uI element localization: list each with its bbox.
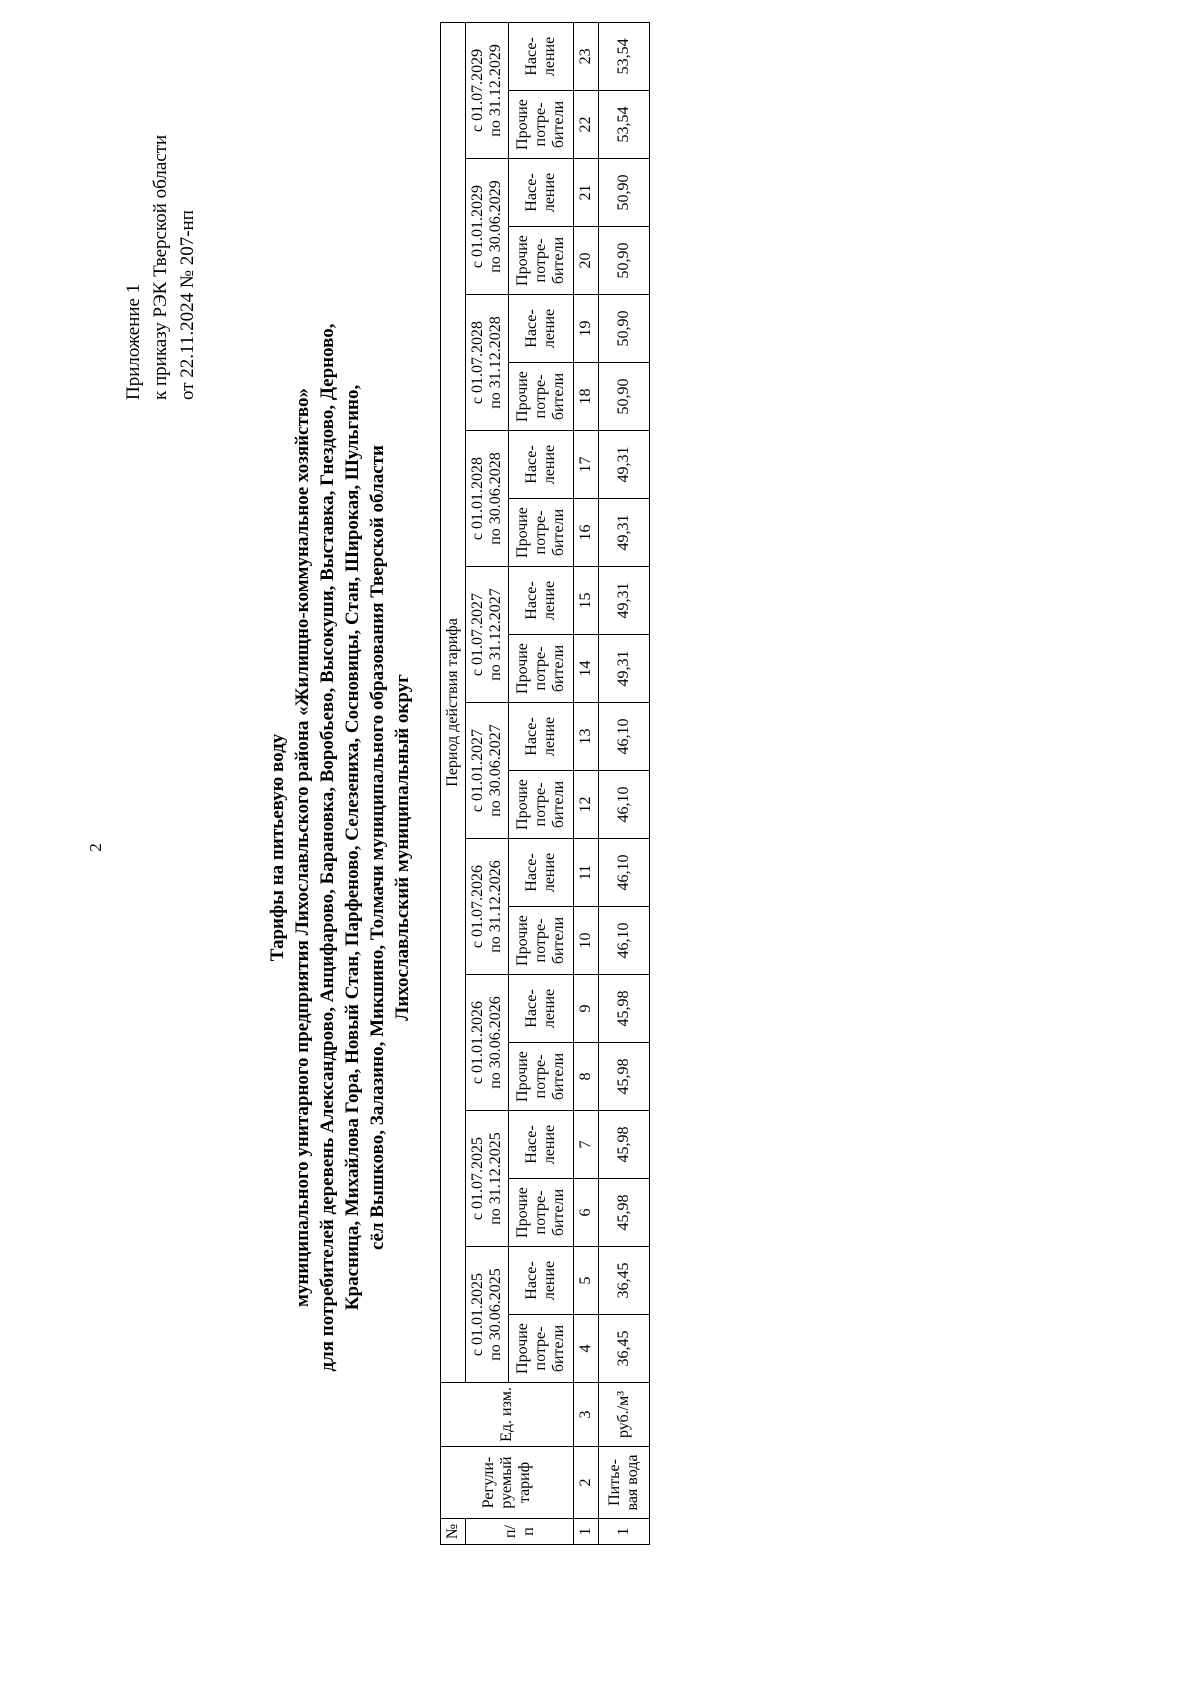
tariff-value: 45,98 (599, 1179, 650, 1247)
header-number-sub: п/п (466, 1519, 574, 1545)
row-tariff-name: Питье-вая вода (599, 1447, 650, 1519)
subheader-other-consumers: Прочие потре-бители (509, 1179, 574, 1247)
row-number: 1 (599, 1519, 650, 1545)
tariff-value: 46,10 (599, 771, 650, 839)
tariff-value: 53,54 (599, 91, 650, 159)
subheader-other-consumers: Прочие потре-бители (509, 635, 574, 703)
tariff-value: 50,90 (599, 227, 650, 295)
subheader-population: Насе-ление (509, 1247, 574, 1315)
period-cell (466, 1247, 509, 1383)
period-cell (466, 703, 509, 839)
period-from: с 01.07.2029 (469, 48, 486, 132)
period-cell (466, 22, 509, 158)
tariff-value: 36,45 (599, 1315, 650, 1383)
column-number: 13 (574, 703, 599, 771)
subheader-row (509, 22, 574, 1544)
title-line: для потребителей деревень Александрово, Анцифарово, Барановка, Воробьево, Высокуши, Выставка, Гнездово, Дерново, (317, 323, 338, 1372)
subheader-population: Насе-ление (509, 22, 574, 90)
column-number: 2 (574, 1447, 599, 1519)
header-period: Период действия тарифа (441, 22, 466, 1382)
tariff-value: 45,98 (599, 975, 650, 1043)
period-cell (466, 839, 509, 975)
subheader-population: Насе-ление (509, 703, 574, 771)
column-number: 10 (574, 907, 599, 975)
appendix-line: Приложение 1 (123, 283, 144, 400)
appendix-line: к приказу РЭК Тверской области (150, 134, 171, 400)
period-from: с 01.07.2025 (469, 1136, 486, 1221)
header-unit: Ед. изм. (441, 1383, 574, 1447)
title-line: Красница, Михайлова Гора, Новый Стан, Парфеново, Селезениха, Сосновицы, Стан, Широкая, Шульгино, (342, 384, 363, 1311)
tariff-value: 50,90 (599, 295, 650, 363)
subheader-other-consumers: Прочие потре-бители (509, 907, 574, 975)
period-from: с 01.01.2028 (469, 456, 486, 541)
tariff-value: 49,31 (599, 499, 650, 567)
tariff-value: 46,10 (599, 703, 650, 771)
column-number: 18 (574, 363, 599, 431)
tariff-value: 46,10 (599, 839, 650, 907)
column-number: 23 (574, 22, 599, 90)
title-line: сёл Вышково, Залазино, Микшино, Толмачи муниципального образования Тверской области (367, 445, 388, 1250)
period-to: по 31.12.2025 (487, 1132, 504, 1225)
column-number: 8 (574, 1043, 599, 1111)
period-cell (466, 567, 509, 703)
title-line: Тарифы на питьевую воду (267, 733, 288, 962)
tariff-value: 50,90 (599, 159, 650, 227)
period-from: с 01.01.2027 (469, 728, 486, 813)
period-from: с 01.01.2026 (469, 1000, 486, 1085)
subheader-population: Насе-ление (509, 1111, 574, 1179)
tariff-value: 45,98 (599, 1111, 650, 1179)
subheader-population: Насе-ление (509, 295, 574, 363)
column-number: 17 (574, 431, 599, 499)
page-number: 2 (86, 843, 105, 852)
column-number: 1 (574, 1519, 599, 1545)
period-to: по 31.12.2026 (487, 860, 504, 953)
period-cell (466, 295, 509, 431)
tariff-value: 45,98 (599, 1043, 650, 1111)
subheader-population: Насе-ление (509, 975, 574, 1043)
title-line: муниципального унитарного предприятия Лихославльского района «Жилищно-коммунальное хозяйство» (292, 388, 313, 1307)
period-to: по 30.06.2026 (487, 996, 504, 1089)
period-cell (466, 159, 509, 295)
subheader-other-consumers: Прочие потре-бители (509, 1315, 574, 1383)
period-to: по 30.06.2029 (487, 180, 504, 273)
period-header-row (466, 22, 509, 1544)
tariff-value: 50,90 (599, 363, 650, 431)
column-number: 9 (574, 975, 599, 1043)
tariff-value: 36,45 (599, 1247, 650, 1315)
subheader-population: Насе-ление (509, 431, 574, 499)
column-number: 11 (574, 839, 599, 907)
column-number: 20 (574, 227, 599, 295)
period-cell (466, 975, 509, 1111)
column-number: 21 (574, 159, 599, 227)
subheader-other-consumers: Прочие потре-бители (509, 91, 574, 159)
period-from: с 01.07.2027 (469, 592, 486, 677)
document-title (265, 0, 415, 1695)
column-number: 12 (574, 771, 599, 839)
header-row (441, 22, 466, 1544)
period-from: с 01.07.2028 (469, 320, 486, 405)
column-number-row (574, 22, 599, 1544)
column-number: 19 (574, 295, 599, 363)
appendix-block (120, 135, 201, 400)
period-to: по 30.06.2025 (487, 1268, 504, 1361)
subheader-other-consumers: Прочие потре-бители (509, 363, 574, 431)
period-to: по 30.06.2028 (487, 452, 504, 545)
tariff-value: 49,31 (599, 431, 650, 499)
table-row (599, 22, 650, 1544)
period-from: с 01.01.2029 (469, 184, 486, 269)
tariff-table (440, 22, 650, 1545)
header-number: № (441, 1519, 466, 1545)
subheader-other-consumers: Прочие потре-бители (509, 1043, 574, 1111)
title-line: Лихославльский муниципальный округ (392, 674, 413, 1021)
column-number: 6 (574, 1179, 599, 1247)
tariff-value: 46,10 (599, 907, 650, 975)
period-to: по 31.12.2028 (487, 316, 504, 409)
subheader-population: Насе-ление (509, 839, 574, 907)
column-number: 5 (574, 1247, 599, 1315)
column-number: 4 (574, 1315, 599, 1383)
period-from: с 01.07.2026 (469, 864, 486, 949)
period-from: с 01.01.2025 (469, 1272, 486, 1357)
subheader-population: Насе-ление (509, 159, 574, 227)
column-number: 15 (574, 567, 599, 635)
period-to: по 31.12.2027 (487, 588, 504, 681)
period-to: по 30.06.2027 (487, 724, 504, 817)
tariff-value: 53,54 (599, 22, 650, 90)
subheader-population: Насе-ление (509, 567, 574, 635)
column-number: 7 (574, 1111, 599, 1179)
subheader-other-consumers: Прочие потре-бители (509, 227, 574, 295)
column-number: 16 (574, 499, 599, 567)
subheader-other-consumers: Прочие потре-бители (509, 499, 574, 567)
tariff-value: 49,31 (599, 635, 650, 703)
row-unit: руб./м³ (599, 1383, 650, 1447)
header-tariff: Регули-руемый тариф (441, 1447, 574, 1519)
column-number: 22 (574, 91, 599, 159)
column-number: 3 (574, 1383, 599, 1447)
column-number: 14 (574, 635, 599, 703)
subheader-other-consumers: Прочие потре-бители (509, 771, 574, 839)
tariff-value: 49,31 (599, 567, 650, 635)
period-cell (466, 431, 509, 567)
appendix-line: от 22.11.2024 № 207-нп (177, 210, 198, 400)
period-to: по 31.12.2029 (487, 44, 504, 137)
period-cell (466, 1111, 509, 1247)
